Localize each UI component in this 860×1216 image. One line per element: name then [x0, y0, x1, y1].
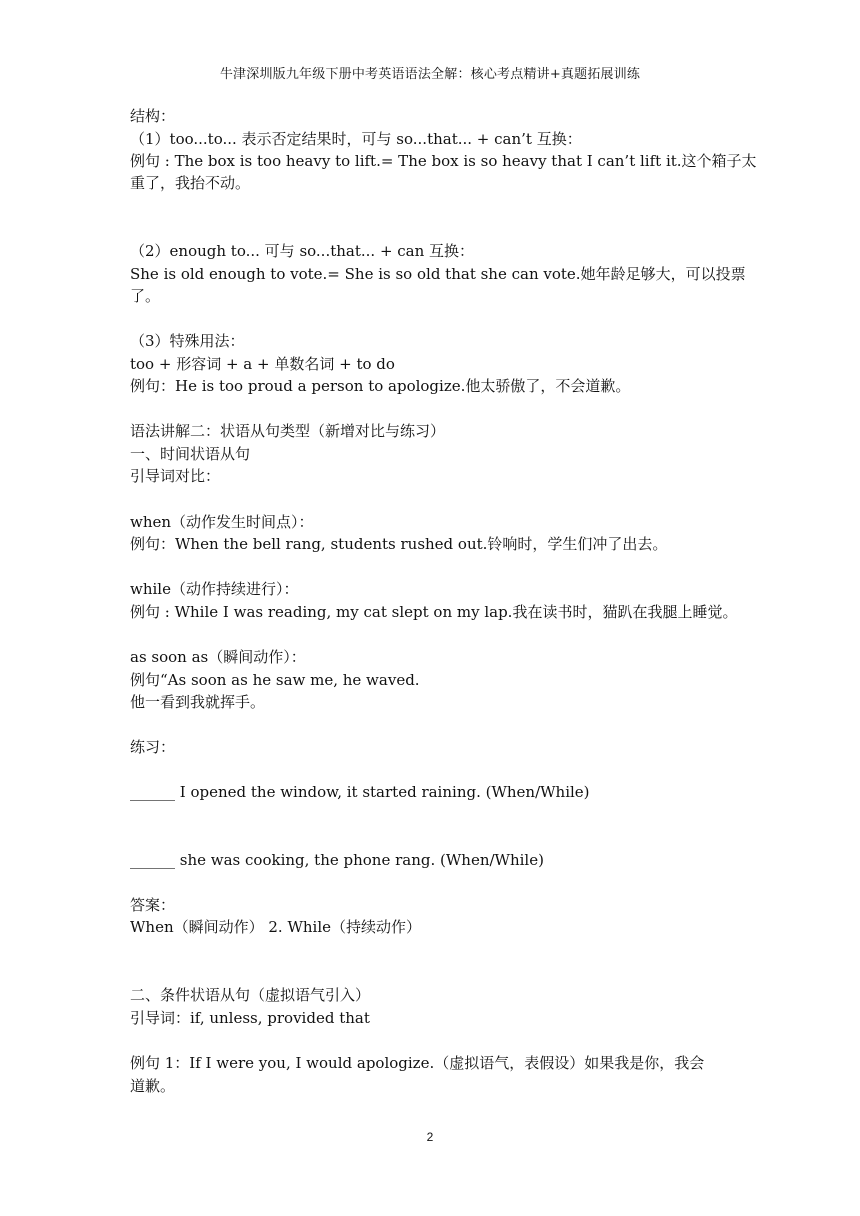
when-heading: when（动作发生时间点）：	[130, 513, 314, 531]
special-usage-example: 例句：He is too proud a person to apologize.他太骄傲了，不会道歉。	[130, 377, 631, 395]
subsection-time-clauses: 一、时间状语从句	[130, 445, 251, 463]
answer-heading: 答案：	[130, 896, 176, 914]
example-enough-line2: 了。	[130, 287, 161, 305]
special-usage-heading: （3）特殊用法：	[130, 332, 245, 350]
rule-too-to: （1）too...to... 表示否定结果时，可与 so...that... + can’t 互换：	[130, 130, 582, 148]
conditional-conjunctions: 引导词：if, unless, provided that	[130, 1009, 370, 1027]
section-title-adverbial-clauses: 语法讲解二：状语从句类型（新增对比与练习）	[130, 422, 446, 440]
example-too-to-line1: 例句 : The box is too heavy to lift.= The box is so heavy that I can’t lift it.这个箱子太	[130, 152, 757, 170]
page-header: 牛津深圳版九年级下册中考英语语法全解：核心考点精讲+真题拓展训练	[219, 67, 641, 82]
as-soon-as-translation: 他一看到我就挥手。	[130, 693, 266, 711]
as-soon-as-heading: as soon as（瞬间动作）：	[130, 648, 306, 666]
when-example: 例句：When the bell rang, students rushed out.铃响时，学生们冲了出去。	[130, 535, 668, 553]
exercise-item-2: ______ she was cooking, the phone rang. (When/While)	[130, 851, 544, 869]
conjunction-compare-heading: 引导词对比：	[130, 467, 221, 485]
structure-heading: 结构：	[130, 107, 176, 125]
while-example: 例句 : While I was reading, my cat slept on my lap.我在读书时，猫趴在我腿上睡觉。	[130, 603, 738, 621]
subsection-conditional-clauses: 二、条件状语从句（虚拟语气引入）	[130, 986, 371, 1004]
page-number: 2	[426, 1130, 434, 1144]
as-soon-as-example: 例句“As soon as he saw me, he waved.	[130, 671, 420, 689]
exercise-item-1: ______ I opened the window, it started raining. (When/While)	[130, 783, 590, 801]
conditional-example-line1: 例句 1：If I were you, I would apologize.（虚拟语气，表假设）如果我是你，我会	[130, 1054, 705, 1072]
example-too-to-line2: 重了，我抬不动。	[130, 174, 251, 192]
while-heading: while（动作持续进行）：	[130, 580, 299, 598]
exercise-heading: 练习：	[130, 738, 176, 756]
rule-enough-to: （2）enough to... 可与 so...that... + can 互换：	[130, 242, 475, 260]
answer-content: When（瞬间动作） 2. While（持续动作）	[130, 918, 422, 936]
special-usage-formula: too + 形容词 + a + 单数名词 + to do	[130, 355, 395, 373]
example-enough-line1: She is old enough to vote.= She is so old that she can vote.她年龄足够大，可以投票	[130, 265, 746, 283]
conditional-example-line2: 道歉。	[130, 1077, 176, 1095]
